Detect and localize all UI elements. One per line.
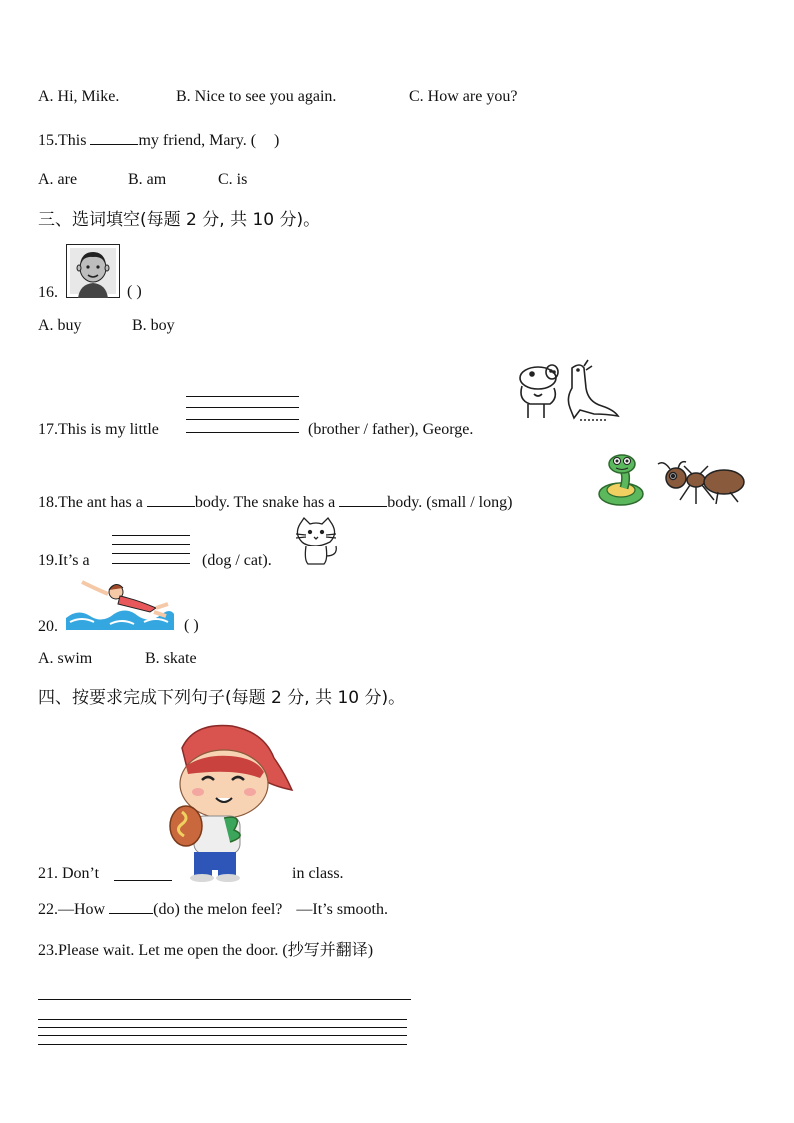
q15-before: This (58, 132, 87, 149)
q14-option-c: C. How are you? (409, 88, 518, 105)
q23-copy-lines[interactable] (38, 1019, 407, 1045)
q17-text: 17.This is my little (38, 421, 159, 438)
q21-text: 21. Don’t (38, 865, 100, 882)
q20-number: 20. (38, 618, 58, 635)
q19-text: 19.It’s a (38, 552, 90, 569)
boy-eating-picture (164, 718, 294, 882)
q15-option-b: B. am (128, 171, 167, 188)
q23-translation-line[interactable] (38, 999, 411, 1001)
q21-tail: in class. (292, 865, 344, 882)
q15-close: ) (274, 132, 280, 149)
q22-blank[interactable] (109, 899, 153, 914)
q15-option-a: A. are (38, 171, 78, 188)
q20-option-a: A. swim (38, 650, 93, 667)
q17-hint: (brother / father), George. (308, 421, 474, 438)
q15-number: 15. (38, 132, 58, 149)
question-18 (38, 492, 512, 513)
q18-blank-1[interactable] (147, 492, 195, 507)
q20-option-b: B. skate (145, 650, 197, 667)
q16-option-b: B. boy (132, 317, 175, 334)
q17-writing-lines[interactable] (186, 396, 299, 436)
pig-and-dinosaur-picture (510, 358, 620, 430)
q21-blank[interactable] (114, 864, 172, 881)
swimming-girl-picture (64, 578, 176, 632)
section-3-heading: 三、选词填空(每题 2 分, 共 10 分)。 (38, 210, 321, 230)
cat-picture (292, 516, 340, 566)
q15-blank[interactable] (90, 130, 138, 145)
q18-blank-2[interactable] (339, 492, 387, 507)
q19-hint: (dog / cat). (202, 552, 272, 569)
q22-part-1: 22.—How (38, 901, 106, 918)
q14-option-b: B. Nice to see you again. (176, 88, 337, 105)
q16-answer-parentheses[interactable]: ( ) (127, 283, 142, 300)
snake-picture (594, 450, 648, 508)
q19-writing-lines[interactable] (112, 535, 190, 565)
q20-answer-parentheses[interactable]: ( ) (184, 617, 199, 634)
q16-number: 16. (38, 284, 58, 301)
q15-option-c: C. is (218, 171, 248, 188)
q22-part-3: —It’s smooth. (296, 901, 388, 918)
ant-picture (656, 460, 748, 506)
q18-part-3: body. (small / long) (387, 494, 513, 511)
q18-part-2: body. The snake has a (194, 494, 336, 511)
q22-part-2: (do) the melon feel? (153, 901, 283, 918)
q14-option-a: A. Hi, Mike. (38, 88, 120, 105)
q18-part-1: 18.The ant has a (38, 494, 143, 511)
boy-face-picture (66, 244, 120, 298)
q23-text: 23.Please wait. Let me open the door. (抄写并翻译) (38, 942, 374, 959)
section-4-heading: 四、按要求完成下列句子(每题 2 分, 共 10 分)。 (38, 688, 406, 708)
q15-after: my friend, Mary. ( (138, 132, 257, 149)
question-22 (38, 899, 388, 920)
question-15 (38, 130, 279, 151)
q16-option-a: A. buy (38, 317, 82, 334)
